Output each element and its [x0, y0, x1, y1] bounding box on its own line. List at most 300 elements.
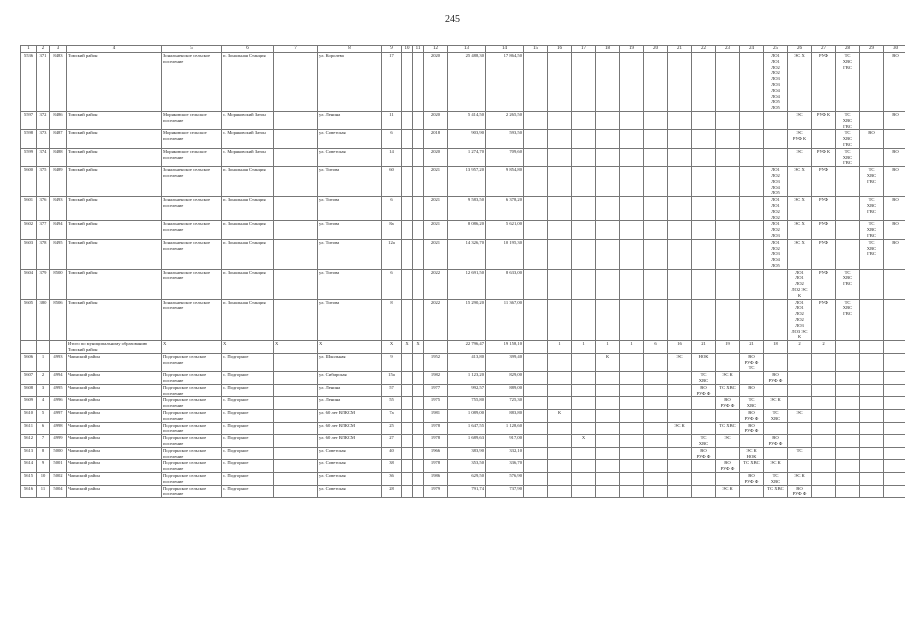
- table-cell: [644, 130, 668, 148]
- table-cell: 11: [382, 111, 402, 129]
- table-cell: [274, 167, 318, 197]
- table-cell: [836, 167, 860, 197]
- table-cell: 593,50: [486, 130, 524, 148]
- table-cell: [884, 269, 905, 299]
- table-cell: 6: [382, 130, 402, 148]
- table-cell: ул. Сибирская: [318, 372, 382, 385]
- table-cell: [274, 111, 318, 129]
- table-cell: [596, 111, 620, 129]
- table-cell: [740, 269, 764, 299]
- table-cell: [402, 221, 413, 239]
- table-cell: [402, 372, 413, 385]
- table-cell: [716, 167, 740, 197]
- table-row: [21, 221, 905, 239]
- table-cell: ЛО1 ЛО1 ЛО2 ЛО2: [764, 197, 788, 221]
- table-cell: [668, 111, 692, 129]
- table-row: [21, 485, 905, 498]
- table-cell: ТС ХВС ГВС: [860, 239, 884, 269]
- table-cell: 6: [644, 341, 668, 354]
- table-cell: ВО: [884, 167, 905, 197]
- table-row: [21, 239, 905, 269]
- table-cell: [836, 353, 860, 371]
- table-cell: [402, 353, 413, 371]
- table-cell: 1978: [424, 422, 448, 435]
- table-cell: [572, 397, 596, 410]
- table-cell: [740, 111, 764, 129]
- table-cell: Подгорнское сельское поселение: [162, 447, 222, 460]
- table-cell: РУФ К: [812, 111, 836, 129]
- table-cell: РУФ: [812, 269, 836, 299]
- table-cell: [620, 485, 644, 498]
- table-cell: 16: [668, 341, 692, 354]
- table-cell: [692, 410, 716, 423]
- table-row: [21, 53, 905, 112]
- table-cell: ул. 60 лет ВЛКСМ: [318, 435, 382, 448]
- table-row: [21, 397, 905, 410]
- table-cell: 380: [37, 299, 50, 341]
- table-cell: 377: [37, 221, 50, 239]
- table-row: [21, 299, 905, 341]
- table-cell: [836, 372, 860, 385]
- table-cell: [620, 130, 644, 148]
- column-number-cell: 29: [860, 46, 884, 53]
- table-cell: [668, 447, 692, 460]
- table-cell: [884, 422, 905, 435]
- table-cell: 1 647,55: [448, 422, 486, 435]
- table-cell: [413, 167, 424, 197]
- table-cell: [644, 397, 668, 410]
- table-cell: 5001: [50, 460, 67, 473]
- table-cell: 709,60: [486, 148, 524, 166]
- table-cell: [274, 269, 318, 299]
- table-row: [21, 384, 905, 397]
- table-cell: 755,80: [448, 397, 486, 410]
- column-number-cell: 9: [382, 46, 402, 53]
- table-cell: [836, 472, 860, 485]
- table-cell: [620, 410, 644, 423]
- subtotal-row: [21, 341, 905, 354]
- table-cell: 5 414,50: [448, 111, 486, 129]
- table-cell: Томский район: [67, 111, 162, 129]
- table-cell: 903,90: [448, 130, 486, 148]
- table-cell: с. Подгорное: [222, 472, 274, 485]
- table-cell: ВО РУФ Ф: [716, 460, 740, 473]
- table-cell: [524, 447, 548, 460]
- table-cell: п. Зональная Станция: [222, 221, 274, 239]
- table-cell: [596, 239, 620, 269]
- table-cell: 629,50: [448, 472, 486, 485]
- table-cell: 376: [37, 197, 50, 221]
- table-cell: ул. 60 лет ВЛКСМ: [318, 422, 382, 435]
- table-cell: [836, 460, 860, 473]
- table-cell: Х: [413, 341, 424, 354]
- table-cell: 8493: [50, 197, 67, 221]
- table-cell: [860, 410, 884, 423]
- table-cell: [764, 299, 788, 341]
- table-cell: [524, 384, 548, 397]
- table-cell: [620, 239, 644, 269]
- table-cell: [668, 239, 692, 269]
- table-cell: [548, 167, 572, 197]
- table-cell: Чаинский район: [67, 447, 162, 460]
- table-cell: [836, 221, 860, 239]
- table-cell: ТС ХВС ГВС: [836, 130, 860, 148]
- table-cell: ТС ХВС ГВС: [836, 53, 860, 112]
- table-cell: ВО: [884, 148, 905, 166]
- table-cell: 5610: [21, 410, 37, 423]
- table-cell: [274, 460, 318, 473]
- table-cell: [884, 372, 905, 385]
- column-number-cell: 1: [21, 46, 37, 53]
- table-cell: 2021: [424, 239, 448, 269]
- table-cell: [548, 353, 572, 371]
- table-cell: [402, 299, 413, 341]
- table-cell: [884, 410, 905, 423]
- table-cell: [836, 435, 860, 448]
- table-cell: ЭС К НОК: [740, 447, 764, 460]
- table-cell: [524, 130, 548, 148]
- table-cell: [572, 111, 596, 129]
- table-cell: с. Подгорное: [222, 397, 274, 410]
- table-cell: п. Зональная Станция: [222, 167, 274, 197]
- table-cell: [274, 148, 318, 166]
- column-number-cell: 27: [812, 46, 836, 53]
- table-cell: 7: [37, 435, 50, 448]
- table-cell: [644, 485, 668, 498]
- table-cell: 5606: [21, 353, 37, 371]
- table-cell: Зональненское сельское поселение: [162, 221, 222, 239]
- table-cell: Подгорнское сельское поселение: [162, 353, 222, 371]
- table-cell: [884, 472, 905, 485]
- table-cell: РУФ: [812, 239, 836, 269]
- table-cell: 12а: [382, 239, 402, 269]
- table-cell: 5612: [21, 435, 37, 448]
- table-cell: ЛО1 ЛО1 ЛО2 ЛО2 ЛО3 ЛО3 ЛО4 ЛО4 ЛО5 ЛО5: [764, 53, 788, 112]
- table-cell: ВО: [860, 130, 884, 148]
- table-cell: [274, 485, 318, 498]
- table-cell: [740, 435, 764, 448]
- column-number-cell: 15: [524, 46, 548, 53]
- table-cell: 36: [382, 472, 402, 485]
- table-cell: [836, 197, 860, 221]
- table-cell: [548, 447, 572, 460]
- table-cell: 829,00: [486, 372, 524, 385]
- table-cell: [413, 384, 424, 397]
- table-cell: 27: [382, 435, 402, 448]
- table-cell: 2021: [424, 221, 448, 239]
- table-cell: [274, 353, 318, 371]
- table-cell: 6: [37, 422, 50, 435]
- table-cell: [413, 435, 424, 448]
- table-cell: Томский район: [67, 130, 162, 148]
- column-number-cell: 30: [884, 46, 905, 53]
- table-cell: 8а: [382, 221, 402, 239]
- table-cell: [572, 372, 596, 385]
- column-number-cell: 20: [644, 46, 668, 53]
- table-cell: 5607: [21, 372, 37, 385]
- table-cell: 8: [37, 447, 50, 460]
- table-cell: [644, 384, 668, 397]
- table-cell: ТС ХВС: [716, 384, 740, 397]
- table-cell: 8: [382, 299, 402, 341]
- table-cell: [402, 148, 413, 166]
- table-cell: Моряковское сельское поселение: [162, 111, 222, 129]
- table-cell: ул. Титова: [318, 197, 382, 221]
- table-row: [21, 269, 905, 299]
- table-cell: [692, 485, 716, 498]
- table-cell: [620, 167, 644, 197]
- table-cell: ТС: [788, 447, 812, 460]
- table-cell: ул. Титова: [318, 239, 382, 269]
- table-cell: 413,80: [448, 353, 486, 371]
- column-number-cell: 17: [572, 46, 596, 53]
- table-cell: ул. Советская: [318, 447, 382, 460]
- table-cell: Х: [274, 341, 318, 354]
- table-cell: [692, 53, 716, 112]
- table-cell: [644, 111, 668, 129]
- table-cell: 1: [596, 341, 620, 354]
- table-cell: 725,30: [486, 397, 524, 410]
- table-row: [21, 111, 905, 129]
- table-cell: Чаинский район: [67, 372, 162, 385]
- table-cell: [836, 384, 860, 397]
- table-cell: [620, 435, 644, 448]
- table-cell: 5597: [21, 111, 37, 129]
- table-cell: Чаинский район: [67, 435, 162, 448]
- table-cell: 2018: [424, 130, 448, 148]
- table-cell: ул. Советская: [318, 485, 382, 498]
- table-cell: 8494: [50, 221, 67, 239]
- table-cell: [274, 372, 318, 385]
- table-cell: [812, 410, 836, 423]
- table-cell: [860, 269, 884, 299]
- table-cell: X: [572, 435, 596, 448]
- table-cell: Томский район: [67, 53, 162, 112]
- table-cell: [812, 460, 836, 473]
- table-cell: 2020: [424, 53, 448, 112]
- table-cell: [836, 485, 860, 498]
- column-number-row: [21, 46, 905, 53]
- table-cell: [524, 410, 548, 423]
- table-cell: [596, 197, 620, 221]
- table-cell: [548, 384, 572, 397]
- table-cell: 8488: [50, 148, 67, 166]
- table-cell: [692, 269, 716, 299]
- table-cell: ул. Титова: [318, 221, 382, 239]
- table-cell: 11 367,00: [486, 299, 524, 341]
- table-cell: 1981: [424, 410, 448, 423]
- table-cell: 5536: [21, 53, 37, 112]
- table-cell: [884, 130, 905, 148]
- table-cell: [274, 299, 318, 341]
- table-cell: РУФ К: [812, 148, 836, 166]
- table-cell: [668, 435, 692, 448]
- table-cell: 375: [37, 167, 50, 197]
- table-cell: [413, 447, 424, 460]
- table-cell: [740, 221, 764, 239]
- table-cell: [596, 397, 620, 410]
- table-cell: [620, 299, 644, 341]
- table-row: [21, 422, 905, 435]
- table-cell: 576,90: [486, 472, 524, 485]
- table-cell: 15 290,20: [448, 299, 486, 341]
- table-cell: [668, 460, 692, 473]
- table-cell: [413, 221, 424, 239]
- table-cell: [548, 197, 572, 221]
- table-cell: [644, 435, 668, 448]
- table-cell: [692, 130, 716, 148]
- table-cell: [884, 460, 905, 473]
- table-cell: ТС ХВС ГВС: [836, 299, 860, 341]
- table-cell: [413, 422, 424, 435]
- table-cell: 21: [740, 341, 764, 354]
- table-cell: 5613: [21, 447, 37, 460]
- table-cell: ул. Ленина: [318, 397, 382, 410]
- table-cell: [740, 53, 764, 112]
- table-cell: Чаинский район: [67, 397, 162, 410]
- table-cell: [620, 197, 644, 221]
- table-cell: 1975: [424, 397, 448, 410]
- table-cell: [402, 269, 413, 299]
- table-cell: [740, 299, 764, 341]
- table-cell: ТС ХВС: [764, 485, 788, 498]
- table-cell: [274, 472, 318, 485]
- table-cell: [812, 130, 836, 148]
- table-cell: 8 086,20: [448, 221, 486, 239]
- table-cell: [402, 384, 413, 397]
- column-number-cell: 10: [402, 46, 413, 53]
- table-cell: [692, 221, 716, 239]
- table-cell: 4995: [50, 384, 67, 397]
- table-cell: [764, 111, 788, 129]
- table-cell: [572, 485, 596, 498]
- table-cell: Томский район: [67, 239, 162, 269]
- table-cell: [572, 384, 596, 397]
- table-cell: [860, 353, 884, 371]
- table-cell: Зональненское сельское поселение: [162, 167, 222, 197]
- table-cell: [812, 485, 836, 498]
- table-cell: [524, 299, 548, 341]
- table-cell: 4: [37, 397, 50, 410]
- table-cell: [524, 397, 548, 410]
- table-cell: [548, 221, 572, 239]
- table-cell: 8506: [50, 299, 67, 341]
- table-cell: [788, 372, 812, 385]
- table-cell: Томский район: [67, 167, 162, 197]
- table-cell: [572, 472, 596, 485]
- table-cell: [596, 372, 620, 385]
- table-cell: [860, 372, 884, 385]
- table-cell: [21, 341, 37, 354]
- column-number-cell: 23: [716, 46, 740, 53]
- table-cell: 7а: [382, 410, 402, 423]
- table-cell: [572, 299, 596, 341]
- table-cell: с. Моряковский Затон: [222, 148, 274, 166]
- table-cell: [740, 130, 764, 148]
- table-cell: ВО РУФ Ф: [740, 410, 764, 423]
- table-cell: [716, 130, 740, 148]
- table-cell: [788, 460, 812, 473]
- table-cell: ВО РУФ Ф: [764, 435, 788, 448]
- table-cell: 883,80: [486, 410, 524, 423]
- table-cell: 18: [764, 341, 788, 354]
- table-cell: Чаинский район: [67, 353, 162, 371]
- table-cell: [548, 269, 572, 299]
- table-cell: 57: [382, 384, 402, 397]
- table-cell: [596, 435, 620, 448]
- table-cell: [402, 447, 413, 460]
- table-cell: [413, 353, 424, 371]
- table-cell: [620, 472, 644, 485]
- table-cell: с. Моряковский Затон: [222, 111, 274, 129]
- table-cell: 1977: [424, 384, 448, 397]
- column-number-cell: 6: [222, 46, 274, 53]
- table-cell: [860, 485, 884, 498]
- table-cell: Х: [318, 341, 382, 354]
- table-cell: 2: [37, 372, 50, 385]
- table-cell: [274, 197, 318, 221]
- table-cell: ВО РУФ Ф: [764, 372, 788, 385]
- table-cell: [644, 148, 668, 166]
- table-cell: [884, 353, 905, 371]
- table-cell: ЭС К: [788, 472, 812, 485]
- table-cell: ВО: [884, 221, 905, 239]
- table-cell: 14: [382, 148, 402, 166]
- table-cell: Х: [162, 341, 222, 354]
- table-cell: [884, 341, 905, 354]
- table-cell: ЭС Х: [788, 167, 812, 197]
- table-cell: [716, 239, 740, 269]
- table-cell: [274, 397, 318, 410]
- table-cell: 353,50: [448, 460, 486, 473]
- table-row: [21, 197, 905, 221]
- table-cell: [812, 372, 836, 385]
- table-cell: ул. 60 лет ВЛКСМ: [318, 410, 382, 423]
- table-cell: [572, 269, 596, 299]
- table-cell: 40: [382, 447, 402, 460]
- column-number-cell: 14: [486, 46, 524, 53]
- table-cell: [524, 148, 548, 166]
- table-cell: [620, 269, 644, 299]
- table-cell: 14 326,70: [448, 239, 486, 269]
- table-cell: 5615: [21, 472, 37, 485]
- table-cell: с. Подгорное: [222, 485, 274, 498]
- table-cell: [402, 410, 413, 423]
- table-cell: [668, 384, 692, 397]
- table-cell: ул. Советская: [318, 472, 382, 485]
- table-cell: ВО: [884, 111, 905, 129]
- table-cell: ВО: [884, 53, 905, 112]
- table-row: [21, 410, 905, 423]
- table-cell: [572, 422, 596, 435]
- table-row: [21, 472, 905, 485]
- table-cell: 9 854,80: [486, 167, 524, 197]
- table-cell: 336,70: [486, 460, 524, 473]
- table-cell: [620, 221, 644, 239]
- table-cell: 6: [382, 269, 402, 299]
- table-cell: 5598: [21, 130, 37, 148]
- table-cell: 4999: [50, 435, 67, 448]
- table-cell: [524, 53, 548, 112]
- table-cell: 378: [37, 239, 50, 269]
- table-cell: РУФ: [812, 221, 836, 239]
- table-cell: ТС ХВС: [692, 372, 716, 385]
- table-cell: [836, 397, 860, 410]
- table-cell: [812, 422, 836, 435]
- table-cell: [413, 472, 424, 485]
- table-cell: с. Подгорное: [222, 353, 274, 371]
- table-cell: [596, 384, 620, 397]
